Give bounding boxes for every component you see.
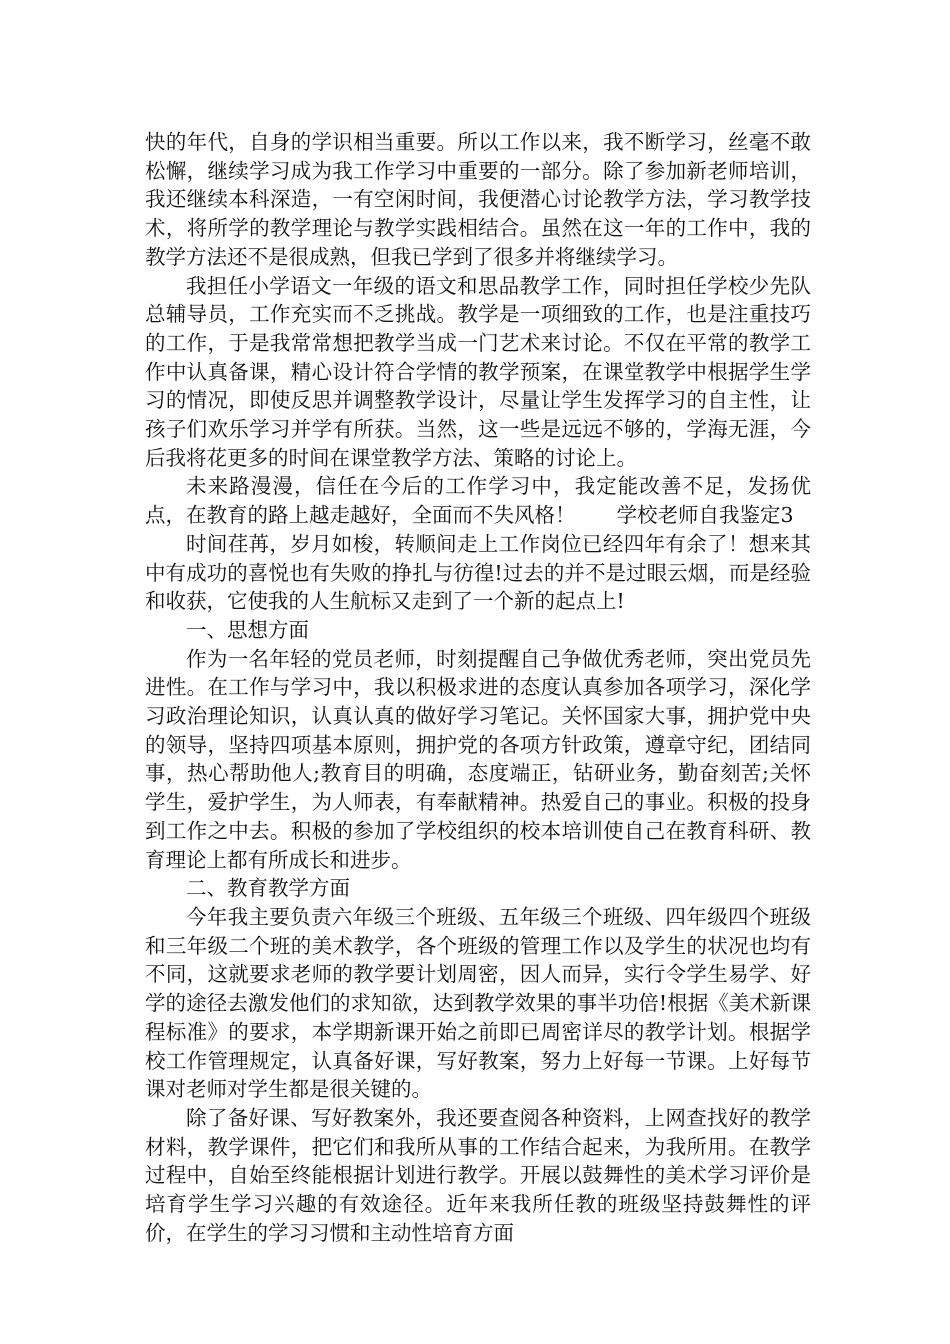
paragraph-future: 未来路漫漫，信任在今后的工作学习中，我定能改善不足，发扬优点，在教育的路上越走越好，全面而不失风格！ 学校老师自我鉴定3 bbox=[145, 474, 811, 528]
paragraph-time-passes: 时间荏苒，岁月如梭，转顺间走上工作岗位已经四年有余了！想来其中有成功的喜悦也有失败的挣扎与彷徨!过去的并不是过眼云烟，而是经验和收获，它使我的人生航标又走到了一个新的起点上! bbox=[145, 531, 811, 614]
paragraph-continuation: 快的年代，自身的学识相当重要。所以工作以来，我不断学习，丝毫不敢松懈，继续学习成为我工作学习中重要的一部分。除了参加新老师培训，我还继续本科深造，一有空闲时间，我便潜心讨论教学方法，学习教学技术，将所学的教学理论与教学实践相结合。虽然在这一年的工作中，我的教学方法还不是很成熟，但我已学到了很多并将继续学习。 bbox=[145, 130, 811, 269]
paragraph-party-member: 作为一名年轻的党员老师，时刻提醒自己争做优秀老师，突出党员先进性。在工作与学习中，我以积极求进的态度认真参加各项学习，深化学习政治理论知识，认真认真的做好学习笔记。关怀国家大事，拥护党中央的领导，坚持四项基本原则，拥护党的各项方针政策，遵章守纪，团结同事，热心帮助他人;教育目的明确，态度端正，钻研业务，勤奋刻苦;关怀学生，爱护学生，为人师表，有奉献精神。热爱自己的事业。积极的投身到工作之中去。积极的参加了学校组织的校本培训使自己在教育科研、教育理论上都有所成长和进步。 bbox=[145, 646, 811, 872]
paragraph-teaching-work: 我担任小学语文一年级的语文和思品教学工作，同时担任学校少先队总辅导员，工作充实而不乏挑战。教学是一项细致的工作，也是注重技巧的工作，于是我常常想把教学当成一门艺术来讨论。不仅在平常的教学工作中认真备课，精心设计符合学情的教学预案，在课堂教学中根据学生学习的情况，即使反思并调整教学设计，尽量让学生发挥学习的自主性，让孩子们欢乐学习并学有所获。当然，这一些是远远不够的，学海无涯，今后我将花更多的时间在课堂教学方法、策略的讨论上。 bbox=[145, 273, 811, 470]
paragraph-art-teaching: 今年我主要负责六年级三个班级、五年级三个班级、四年级四个班级和三年级二个班的美术教学，各个班级的管理工作以及学生的状况也均有不同，这就要求老师的教学要计划周密，因人而异，实行令学生易学、好学的途径去激发他们的求知欲，达到教学效果的事半功倍!根据《美术新课程标准》的要求，本学期新课开始之前即已周密详尽的教学计划。根据学校工作管理规定，认真备好课，写好教案，努力上好每一节课。上好每节课对老师对学生都是很关键的。 bbox=[145, 904, 811, 1102]
section-heading-teaching: 二、教育教学方面 bbox=[186, 876, 350, 901]
section-heading-thought: 一、思想方面 bbox=[186, 617, 309, 642]
document-body bbox=[145, 128, 811, 1247]
paragraph-lesson-prep: 除了备好课、写好教案外，我还要查阅各种资料，上网查找好的教学材料，教学课件，把它们和我所从事的工作结合起来，为我所用。在教学过程中，自始至终能根据计划进行教学。开展以鼓舞性的美术学习评价是培育学生学习兴趣的有效途径。近年来我所任教的班级坚持鼓舞性的评价，在学生的学习习惯和主动性培育方面 bbox=[145, 1105, 811, 1245]
